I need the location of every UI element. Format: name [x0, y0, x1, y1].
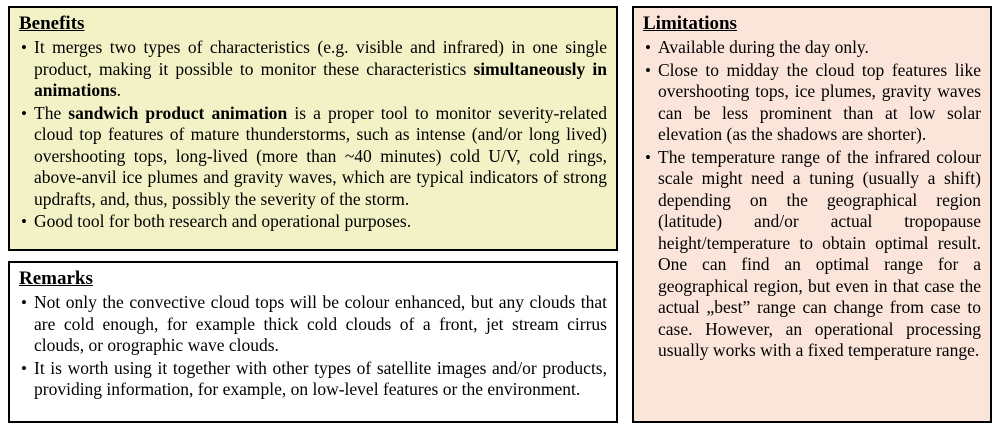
limitations-list	[643, 37, 981, 362]
body-text: Good tool for both research and operational purposes.	[34, 211, 412, 231]
benefits-title: Benefits	[19, 13, 85, 34]
list-item	[19, 292, 607, 357]
body-text: The temperature range of the infrared colour scale might need a tuning (usually a shift) depending on the geographical region (latitude) and/or actual tropopause height/temperature to obtain optimal result. One can find an optimal range for a geographical region, but even in that case the actual „best” range can change from case to case. However, an operational processing usually works with a fixed temperature range.	[658, 146, 981, 360]
right-column	[632, 6, 992, 423]
body-text: Available during the day only.	[658, 37, 869, 57]
remarks-title: Remarks	[19, 268, 93, 289]
emphasis-text: sandwich product animation	[68, 102, 288, 123]
list-item	[643, 60, 981, 146]
list-item	[19, 37, 607, 102]
left-column	[8, 6, 618, 423]
list-item	[19, 358, 607, 401]
body-text: It is worth using it together with other types of satellite images and/or products, providing information, for example, on low-level features or the environment.	[34, 357, 607, 399]
body-text: It merges two types of characteristics (e.g. visible and infrared) in one single product, making it possible to monitor these characteristics	[34, 37, 607, 79]
benefits-panel	[8, 6, 618, 251]
remarks-list	[19, 292, 607, 401]
body-text: Not only the convective cloud tops will be colour enhanced, but any clouds that are cold enough, for example thick cold clouds of a front, jet stream cirrus clouds, or orographic wave clouds.	[34, 292, 607, 355]
body-text: is a proper tool to monitor severity-related cloud top features of mature thunderstorms, such as intense (and/or long lived) overshooting tops, long-lived (more than ~40 minutes) cold U/V, cold rings, above-anvil ice plumes and gravity waves, which are typical indicators of strong updrafts, and, thus, possibly the severity of the storm.	[34, 102, 607, 209]
body-text: Close to midday the cloud top features like overshooting tops, ice plumes, gravity waves can be less prominent than at low solar elevation (as the shadows are shorter).	[658, 59, 981, 144]
limitations-title: Limitations	[643, 13, 737, 34]
emphasis-text: simultaneously in animations	[34, 58, 607, 100]
limitations-panel	[632, 6, 992, 423]
list-item	[19, 103, 607, 211]
body-text: The	[34, 102, 69, 123]
list-item	[643, 37, 981, 59]
benefits-list	[19, 37, 607, 233]
list-item	[643, 147, 981, 362]
remarks-panel	[8, 261, 618, 423]
list-item	[19, 211, 607, 233]
body-text: .	[116, 80, 122, 100]
